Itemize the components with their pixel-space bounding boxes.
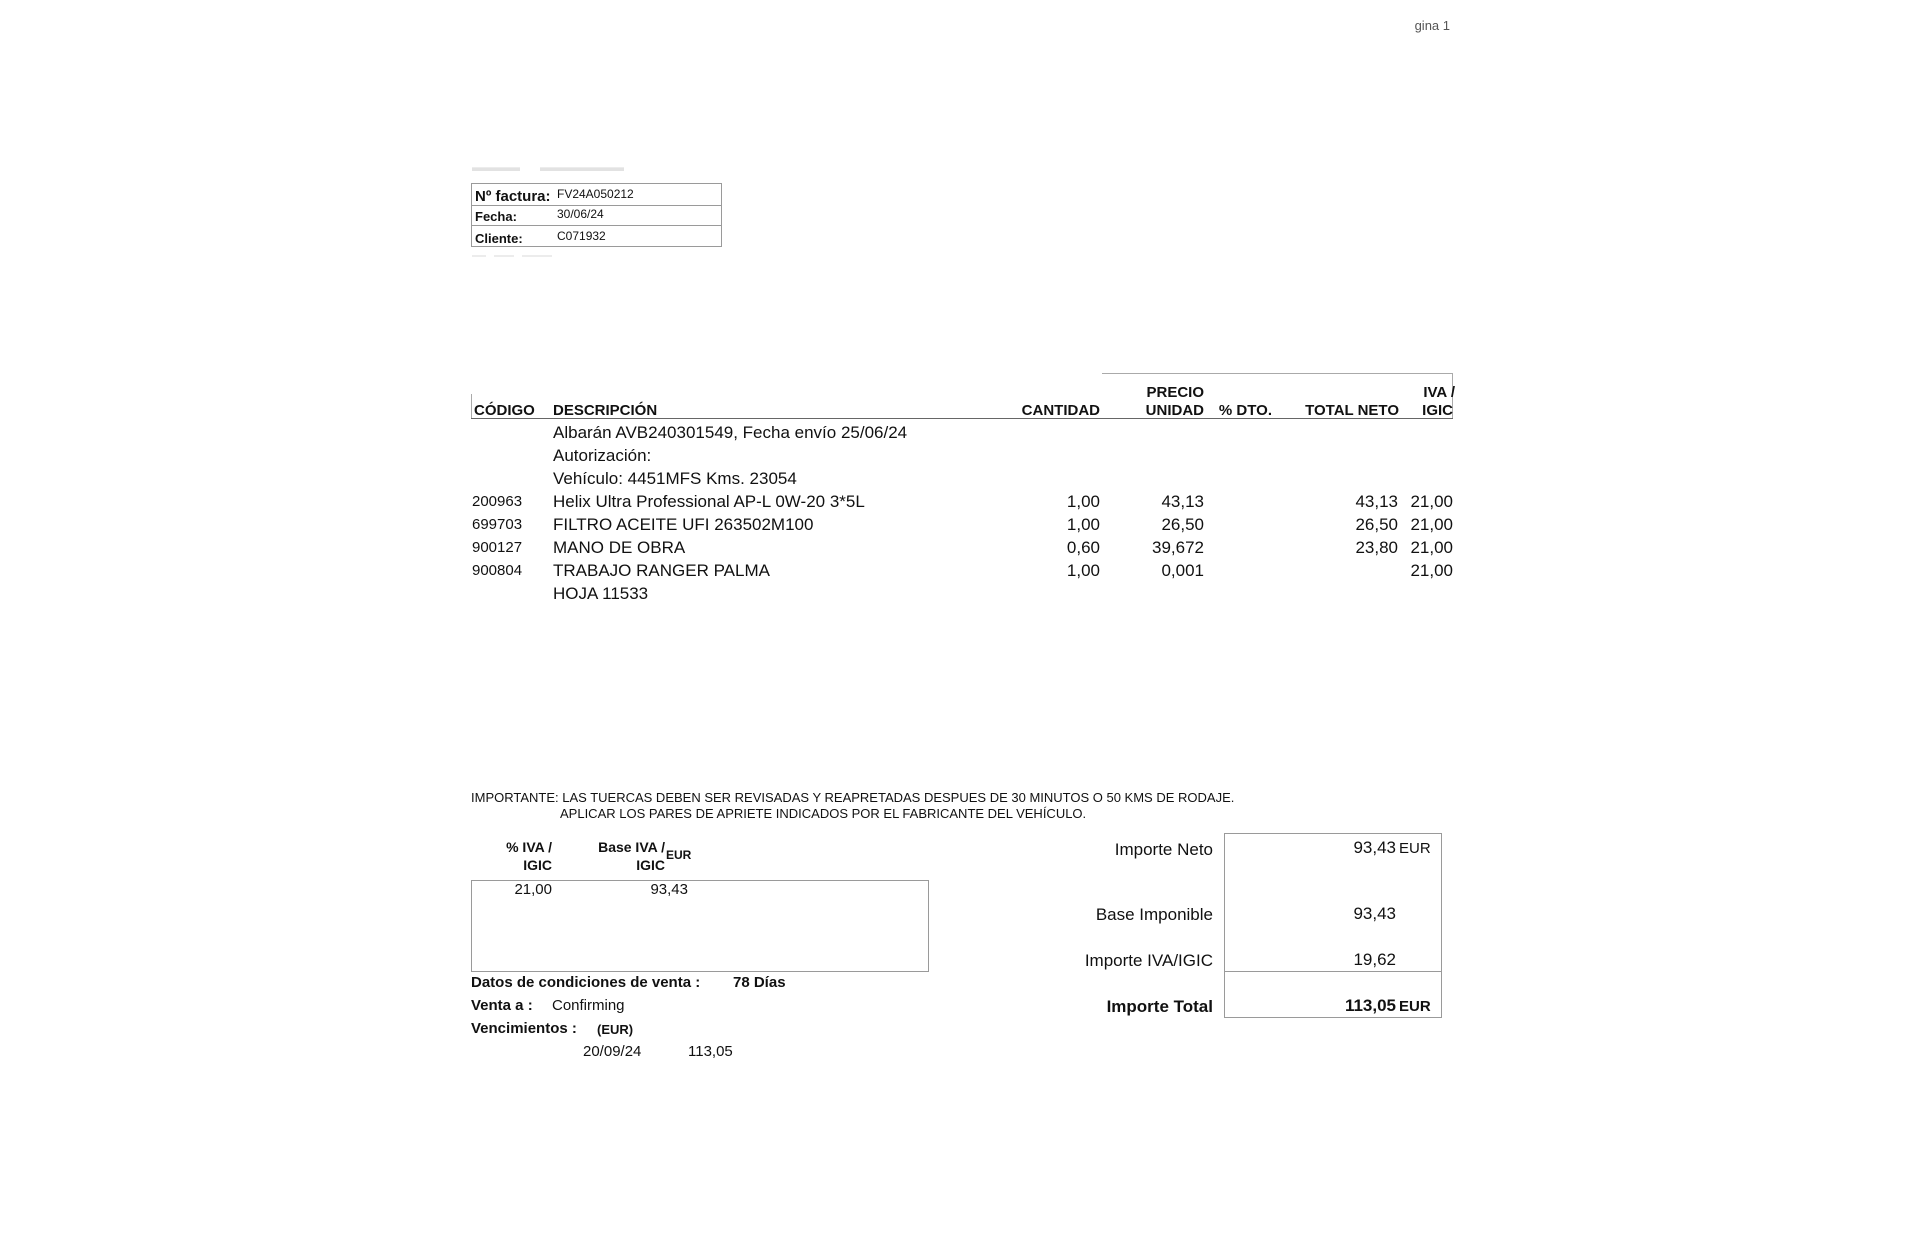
sale-conditions-value: 78 Días bbox=[733, 974, 786, 991]
invoice-client-row bbox=[472, 226, 721, 246]
due-date: 20/09/24 bbox=[583, 1043, 642, 1060]
tax-rate-header-1: % IVA / bbox=[506, 839, 552, 855]
row-quantity: 1,00 bbox=[1066, 492, 1100, 511]
tax-amount-label: Importe IVA/IGIC bbox=[1084, 951, 1213, 970]
invoice-client-label: Cliente: bbox=[475, 231, 523, 246]
invoice-number-label: Nº factura: bbox=[475, 188, 551, 205]
tax-base-header-1: Base IVA / bbox=[598, 839, 665, 855]
note-authorization: Autorización: bbox=[553, 446, 652, 465]
row-quantity: 1,00 bbox=[1066, 561, 1100, 580]
header-quantity: CANTIDAD bbox=[1021, 402, 1100, 419]
net-amount-label: Importe Neto bbox=[1114, 840, 1213, 859]
invoice-number-row bbox=[472, 184, 721, 206]
header-tax-2: IGIC bbox=[1422, 402, 1453, 419]
total-amount-label: Importe Total bbox=[1106, 997, 1213, 1016]
row-quantity: 0,60 bbox=[1066, 538, 1100, 557]
row-code: 699703 bbox=[472, 516, 523, 533]
row-description: TRABAJO RANGER PALMA bbox=[553, 561, 770, 580]
tax-amount-value: 19,62 bbox=[1353, 950, 1396, 969]
invoice-info-box bbox=[471, 183, 722, 247]
due-dates-currency: (EUR) bbox=[597, 1022, 634, 1037]
total-amount-currency: EUR bbox=[1399, 998, 1431, 1015]
invoice-number: FV24A050212 bbox=[557, 187, 634, 201]
taxable-base-label: Base Imponible bbox=[1095, 905, 1213, 924]
header-discount: % DTO. bbox=[1218, 402, 1272, 419]
sale-to-label: Venta a : bbox=[471, 997, 533, 1014]
due-dates-label: Vencimientos : bbox=[471, 1020, 577, 1037]
header-net-total: TOTAL NETO bbox=[1305, 402, 1399, 419]
header-left-rule bbox=[471, 394, 472, 419]
note-vehicle: Vehículo: 4451MFS Kms. 23054 bbox=[553, 469, 797, 488]
tax-base-header-2: IGIC bbox=[636, 857, 665, 873]
note-delivery: Albarán AVB240301549, Fecha envío 25/06/24 bbox=[553, 423, 908, 442]
row-unit-price: 0,001 bbox=[1161, 561, 1204, 580]
header-code: CÓDIGO bbox=[474, 402, 535, 419]
row-net-total: 26,50 bbox=[1355, 515, 1398, 534]
invoice-date: 30/06/24 bbox=[557, 207, 604, 221]
row-description: FILTRO ACEITE UFI 263502M100 bbox=[553, 515, 814, 534]
page-number: gina 1 bbox=[1414, 18, 1450, 33]
header-description: DESCRIPCIÓN bbox=[553, 402, 658, 419]
sale-conditions-label: Datos de condiciones de venta : bbox=[471, 974, 701, 991]
tax-base-value: 93,43 bbox=[650, 881, 688, 898]
row-unit-price: 43,13 bbox=[1161, 492, 1204, 511]
invoice-client: C071932 bbox=[557, 229, 606, 243]
important-note-line-1: IMPORTANTE: LAS TUERCAS DEBEN SER REVISADAS Y REAPRETADAS DESPUES DE 30 MINUTOS O 50 KMS DE RODAJE. bbox=[471, 790, 1235, 805]
row-quantity: 1,00 bbox=[1066, 515, 1100, 534]
sale-to-value: Confirming bbox=[552, 997, 625, 1014]
tax-rate-header-2: IGIC bbox=[523, 857, 552, 873]
faded-divider bbox=[472, 255, 722, 261]
tax-rate-value: 21,00 bbox=[514, 881, 552, 898]
row-description: MANO DE OBRA bbox=[553, 538, 686, 557]
row-tax: 21,00 bbox=[1410, 515, 1453, 534]
row-unit-price: 39,672 bbox=[1152, 538, 1204, 557]
invoice-date-label: Fecha: bbox=[475, 209, 517, 224]
note-sheet: HOJA 11533 bbox=[553, 584, 649, 603]
row-net-total: 43,13 bbox=[1355, 492, 1398, 511]
taxable-base-value: 93,43 bbox=[1353, 904, 1396, 923]
row-tax: 21,00 bbox=[1410, 492, 1453, 511]
important-note-line-2: APLICAR LOS PARES DE APRIETE INDICADOS POR EL FABRICANTE DEL VEHÍCULO. bbox=[560, 806, 1087, 821]
row-tax: 21,00 bbox=[1410, 538, 1453, 557]
row-description: Helix Ultra Professional AP-L 0W-20 3*5L bbox=[553, 492, 865, 511]
row-code: 900804 bbox=[472, 562, 523, 579]
row-net-total: 23,80 bbox=[1355, 538, 1398, 557]
important-note bbox=[471, 790, 1234, 822]
row-code: 200963 bbox=[472, 493, 523, 510]
totals-box bbox=[1224, 833, 1442, 1018]
faded-header-text: ▬▬▬▬ ▬▬▬▬▬▬▬ bbox=[472, 160, 625, 174]
header-tax-1: IVA / bbox=[1423, 384, 1455, 401]
total-amount-value: 113,05 bbox=[1344, 996, 1396, 1015]
row-code: 900127 bbox=[472, 539, 523, 556]
row-unit-price: 26,50 bbox=[1161, 515, 1204, 534]
tax-currency-header: EUR bbox=[666, 848, 692, 862]
due-amount: 113,05 bbox=[688, 1043, 733, 1060]
net-amount-value: 93,43 bbox=[1353, 838, 1396, 857]
header-top-rule bbox=[1102, 373, 1453, 374]
net-amount-currency: EUR bbox=[1399, 840, 1431, 857]
invoice-date-row bbox=[472, 206, 721, 226]
header-unit-price-2: UNIDAD bbox=[1145, 402, 1204, 419]
header-unit-price-1: PRECIO bbox=[1146, 384, 1204, 401]
totals-separator bbox=[1225, 971, 1441, 972]
row-tax: 21,00 bbox=[1410, 561, 1453, 580]
